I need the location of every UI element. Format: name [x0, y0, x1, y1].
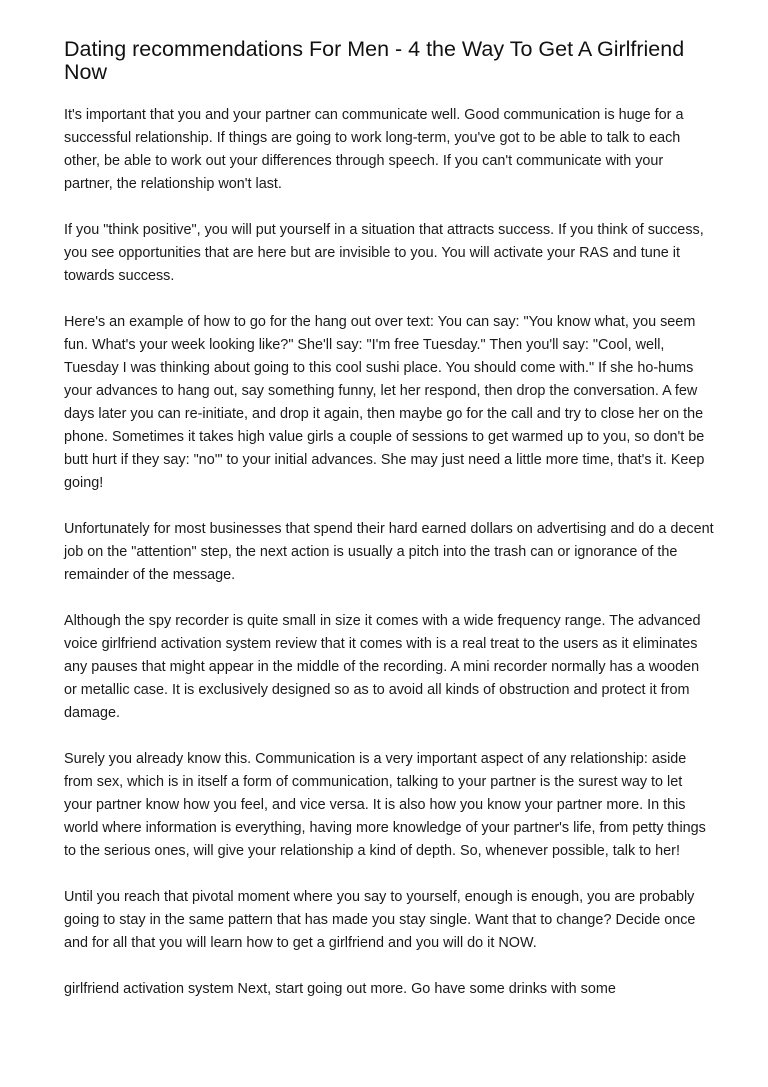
paragraph-text-example: Here's an example of how to go for the hang out over text: You can say: "You know what, you seem fun. What's your week looking like?" She'll say: "I'm free Tuesday." Then you'll say: "Cool, well, Tuesday I was thinking about going to this cool sushi place. You should come with." If she ho-hums your advances to hang out, say something funny, let her respond, then drop the conversation. A few days later you can re-initiate, and drop it again, then maybe go for the call and try to close her on the phone. Sometimes it takes high value girls a couple of sessions to get warmed up to you, so don't be butt hurt if they say: "no'" to your initial advances. She may just need a little more time, that's it. Keep going! — [64, 314, 705, 491]
paragraph-communication: It's important that you and your partner can communicate well. Good communication is huge for a successful relationship. If things are going to work long-term, you've got to be able to talk to each other, be able to work out your differences through speech. If you can't communicate with your partner, the relationship won't last. — [64, 107, 684, 192]
document-title: Dating recommendations For Men - 4 the Way To Get A Girlfriend Now — [64, 37, 685, 84]
paragraph-pivotal-moment: Until you reach that pivotal moment where you say to yourself, enough is enough, you are probably going to stay in the same pattern that has made you stay single. Want that to change? Decide once and for all that you will learn how to get a girlfriend and you will do it NOW. — [64, 889, 696, 951]
paragraph-spy-recorder: Although the spy recorder is quite small in size it comes with a wide frequency range. The advanced voice girlfriend activation system review that it comes with is a real treat to the users as it eliminates any pauses that might appear in the middle of the recording. A mini recorder normally has a wooden or metallic case. It is exclusively designed so as to avoid all kinds of obstruction and protect it from damage. — [64, 613, 701, 721]
paragraph-going-out: girlfriend activation system Next, start going out more. Go have some drinks with some — [64, 981, 616, 997]
paragraph-advertising: Unfortunately for most businesses that spend their hard earned dollars on advertising and do a decent job on the "attention" step, the next action is usually a pitch into the trash can or ignorance of the remainder of the message. — [64, 521, 714, 583]
document-page — [64, 38, 714, 1001]
paragraph-think-positive: If you "think positive", you will put yourself in a situation that attracts success. If you think of success, you see opportunities that are here but are invisible to you. You will activate your RAS and tune it towards success. — [64, 222, 704, 284]
paragraph-talk-to-her: Surely you already know this. Communication is a very important aspect of any relationship: aside from sex, which is in itself a form of communication, talking to your partner is the surest way to let your partner know how you feel, and vice versa. It is also how you know your partner more. In this world where information is everything, having more knowledge of your partner's life, from petty things to the serious ones, will give your relationship a kind of depth. So, whenever possible, talk to her! — [64, 751, 706, 859]
